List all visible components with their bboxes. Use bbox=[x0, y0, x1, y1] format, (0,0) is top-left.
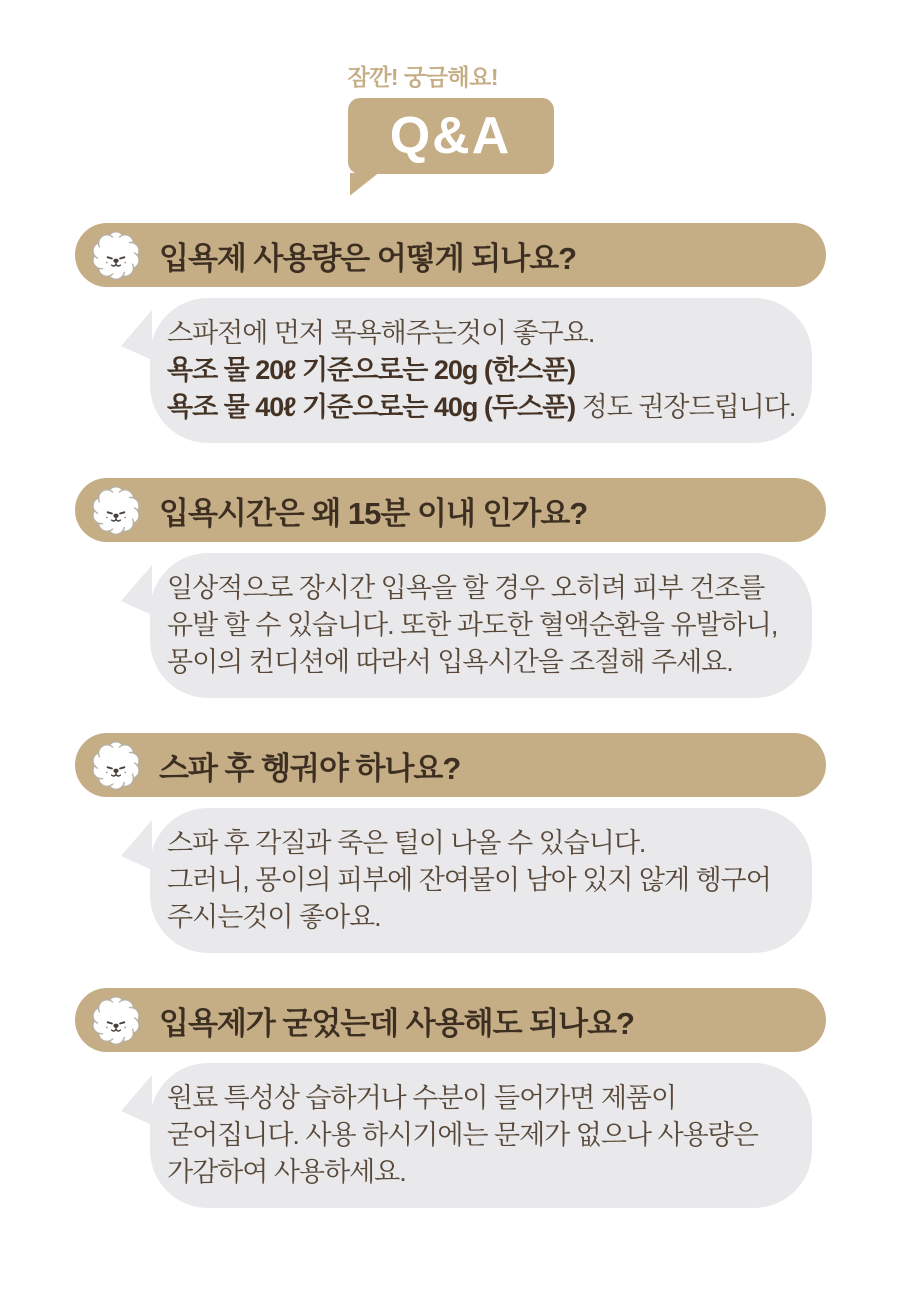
answer-segment: 몽이의 컨디션에 따라서 입욕시간을 조절해 주세요. bbox=[167, 647, 733, 677]
answer-segment: 정도 권장드립니다. bbox=[575, 392, 796, 422]
answer-line bbox=[167, 1154, 792, 1191]
answer-segment: 스파 후 각질과 죽은 털이 나올 수 있습니다. bbox=[167, 828, 646, 858]
question-bar bbox=[75, 733, 826, 797]
answer-line bbox=[167, 644, 792, 681]
dog-face-icon bbox=[88, 482, 144, 538]
speech-tail-icon bbox=[121, 310, 152, 360]
speech-tail-icon bbox=[121, 1075, 152, 1125]
answer-segment-bold: 욕조 물 20ℓ 기준으로는 20g (한스푼) bbox=[167, 355, 576, 385]
answer-segment: 그러니, 몽이의 피부에 잔여물이 남아 있지 않게 헹구어 bbox=[167, 865, 771, 895]
answer-text bbox=[167, 570, 792, 681]
question-text: 입욕시간은 왜 15분 이내 인가요? bbox=[159, 495, 588, 531]
faq-item bbox=[0, 988, 901, 1208]
question-bar bbox=[75, 988, 826, 1052]
answer-line bbox=[167, 389, 796, 426]
speech-tail-icon bbox=[121, 565, 152, 615]
dog-face-icon bbox=[88, 227, 144, 283]
answer-line bbox=[167, 899, 792, 936]
answer-segment: 원료 특성상 습하거나 수분이 들어가면 제품이 bbox=[167, 1083, 677, 1113]
answer-segment: 일상적으로 장시간 입욕을 할 경우 오히려 피부 건조를 bbox=[167, 573, 765, 603]
answer-segment: 굳어집니다. 사용 하시기에는 문제가 없으나 사용량은 bbox=[167, 1120, 758, 1150]
qa-tagline: 잠깐! 궁금해요! bbox=[347, 64, 499, 90]
answer-line bbox=[167, 315, 792, 352]
dog-face-icon bbox=[88, 992, 144, 1048]
answer-segment: 주시는것이 좋아요. bbox=[167, 902, 381, 932]
question-bar bbox=[75, 223, 826, 287]
answer-segment-bold: 욕조 물 40ℓ 기준으로는 40g (두스푼) bbox=[167, 392, 576, 422]
answer-segment: 유발 할 수 있습니다. 또한 과도한 혈액순환을 유발하니, bbox=[167, 610, 778, 640]
answer-segment: 가감하여 사용하세요. bbox=[167, 1157, 406, 1187]
answer-text bbox=[167, 825, 792, 936]
faq-list bbox=[0, 223, 901, 1208]
answer-bubble-body bbox=[150, 1063, 812, 1208]
speech-tail-icon bbox=[350, 173, 379, 196]
answer-line bbox=[167, 352, 792, 389]
answer-text bbox=[167, 1080, 792, 1191]
answer-bubble-body bbox=[150, 553, 812, 698]
qa-title-bubble bbox=[348, 98, 554, 174]
faq-item bbox=[0, 478, 901, 698]
qa-header bbox=[348, 0, 554, 174]
question-bar bbox=[75, 478, 826, 542]
speech-tail-icon bbox=[121, 820, 152, 870]
answer-segment: 스파전에 먼저 목욕해주는것이 좋구요. bbox=[167, 318, 595, 348]
answer-bubble bbox=[150, 298, 812, 443]
answer-line bbox=[167, 1080, 792, 1117]
faq-item bbox=[0, 223, 901, 443]
faq-item bbox=[0, 733, 901, 953]
dog-face-icon bbox=[88, 737, 144, 793]
answer-line bbox=[167, 607, 792, 644]
answer-line bbox=[167, 570, 792, 607]
answer-text bbox=[167, 315, 796, 426]
answer-bubble bbox=[150, 553, 812, 698]
answer-bubble bbox=[150, 808, 812, 953]
qa-title: Q&A bbox=[389, 107, 512, 165]
answer-bubble-body bbox=[150, 808, 812, 953]
question-text: 입욕제 사용량은 어떻게 되나요? bbox=[159, 240, 577, 276]
question-text: 스파 후 헹궈야 하나요? bbox=[159, 750, 461, 786]
answer-line bbox=[167, 862, 792, 899]
answer-bubble bbox=[150, 1063, 812, 1208]
answer-line bbox=[167, 825, 792, 862]
answer-line bbox=[167, 1117, 792, 1154]
answer-bubble-body bbox=[150, 298, 812, 443]
question-text: 입욕제가 굳었는데 사용해도 되나요? bbox=[159, 1005, 634, 1041]
